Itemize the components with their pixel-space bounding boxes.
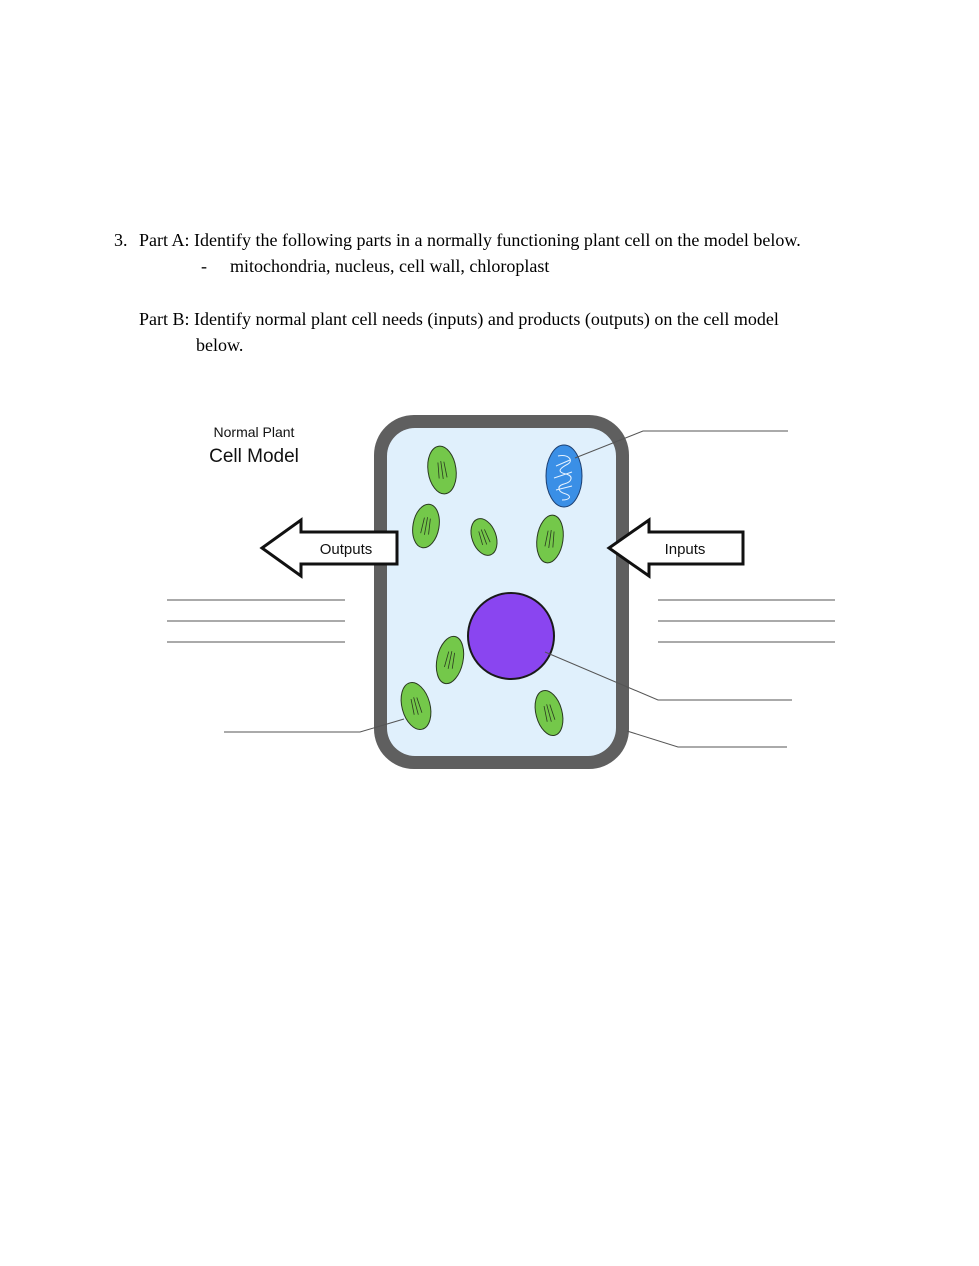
- part-a-instruction: Part A: Identify the following parts in a normally functioning plant cell on the model below.: [139, 230, 801, 250]
- list-bullet: -: [201, 256, 207, 276]
- parts-list: mitochondria, nucleus, cell wall, chloroplast: [230, 256, 550, 276]
- question-number: 3.: [114, 230, 128, 250]
- cell-wall-label-line: [627, 731, 787, 747]
- mitochondrion: [546, 445, 582, 507]
- inputs-arrow: [609, 520, 743, 576]
- nucleus: [468, 593, 554, 679]
- outputs-label: Outputs: [319, 541, 373, 558]
- diagram-title-small: Normal Plant: [213, 424, 295, 440]
- part-b-instruction: Part B: Identify normal plant cell needs (inputs) and products (outputs) on the cell model: [139, 309, 779, 329]
- part-b-instruction-continued: below.: [196, 335, 244, 355]
- diagram-title-large: Cell Model: [209, 446, 299, 467]
- inputs-label: Inputs: [664, 541, 706, 558]
